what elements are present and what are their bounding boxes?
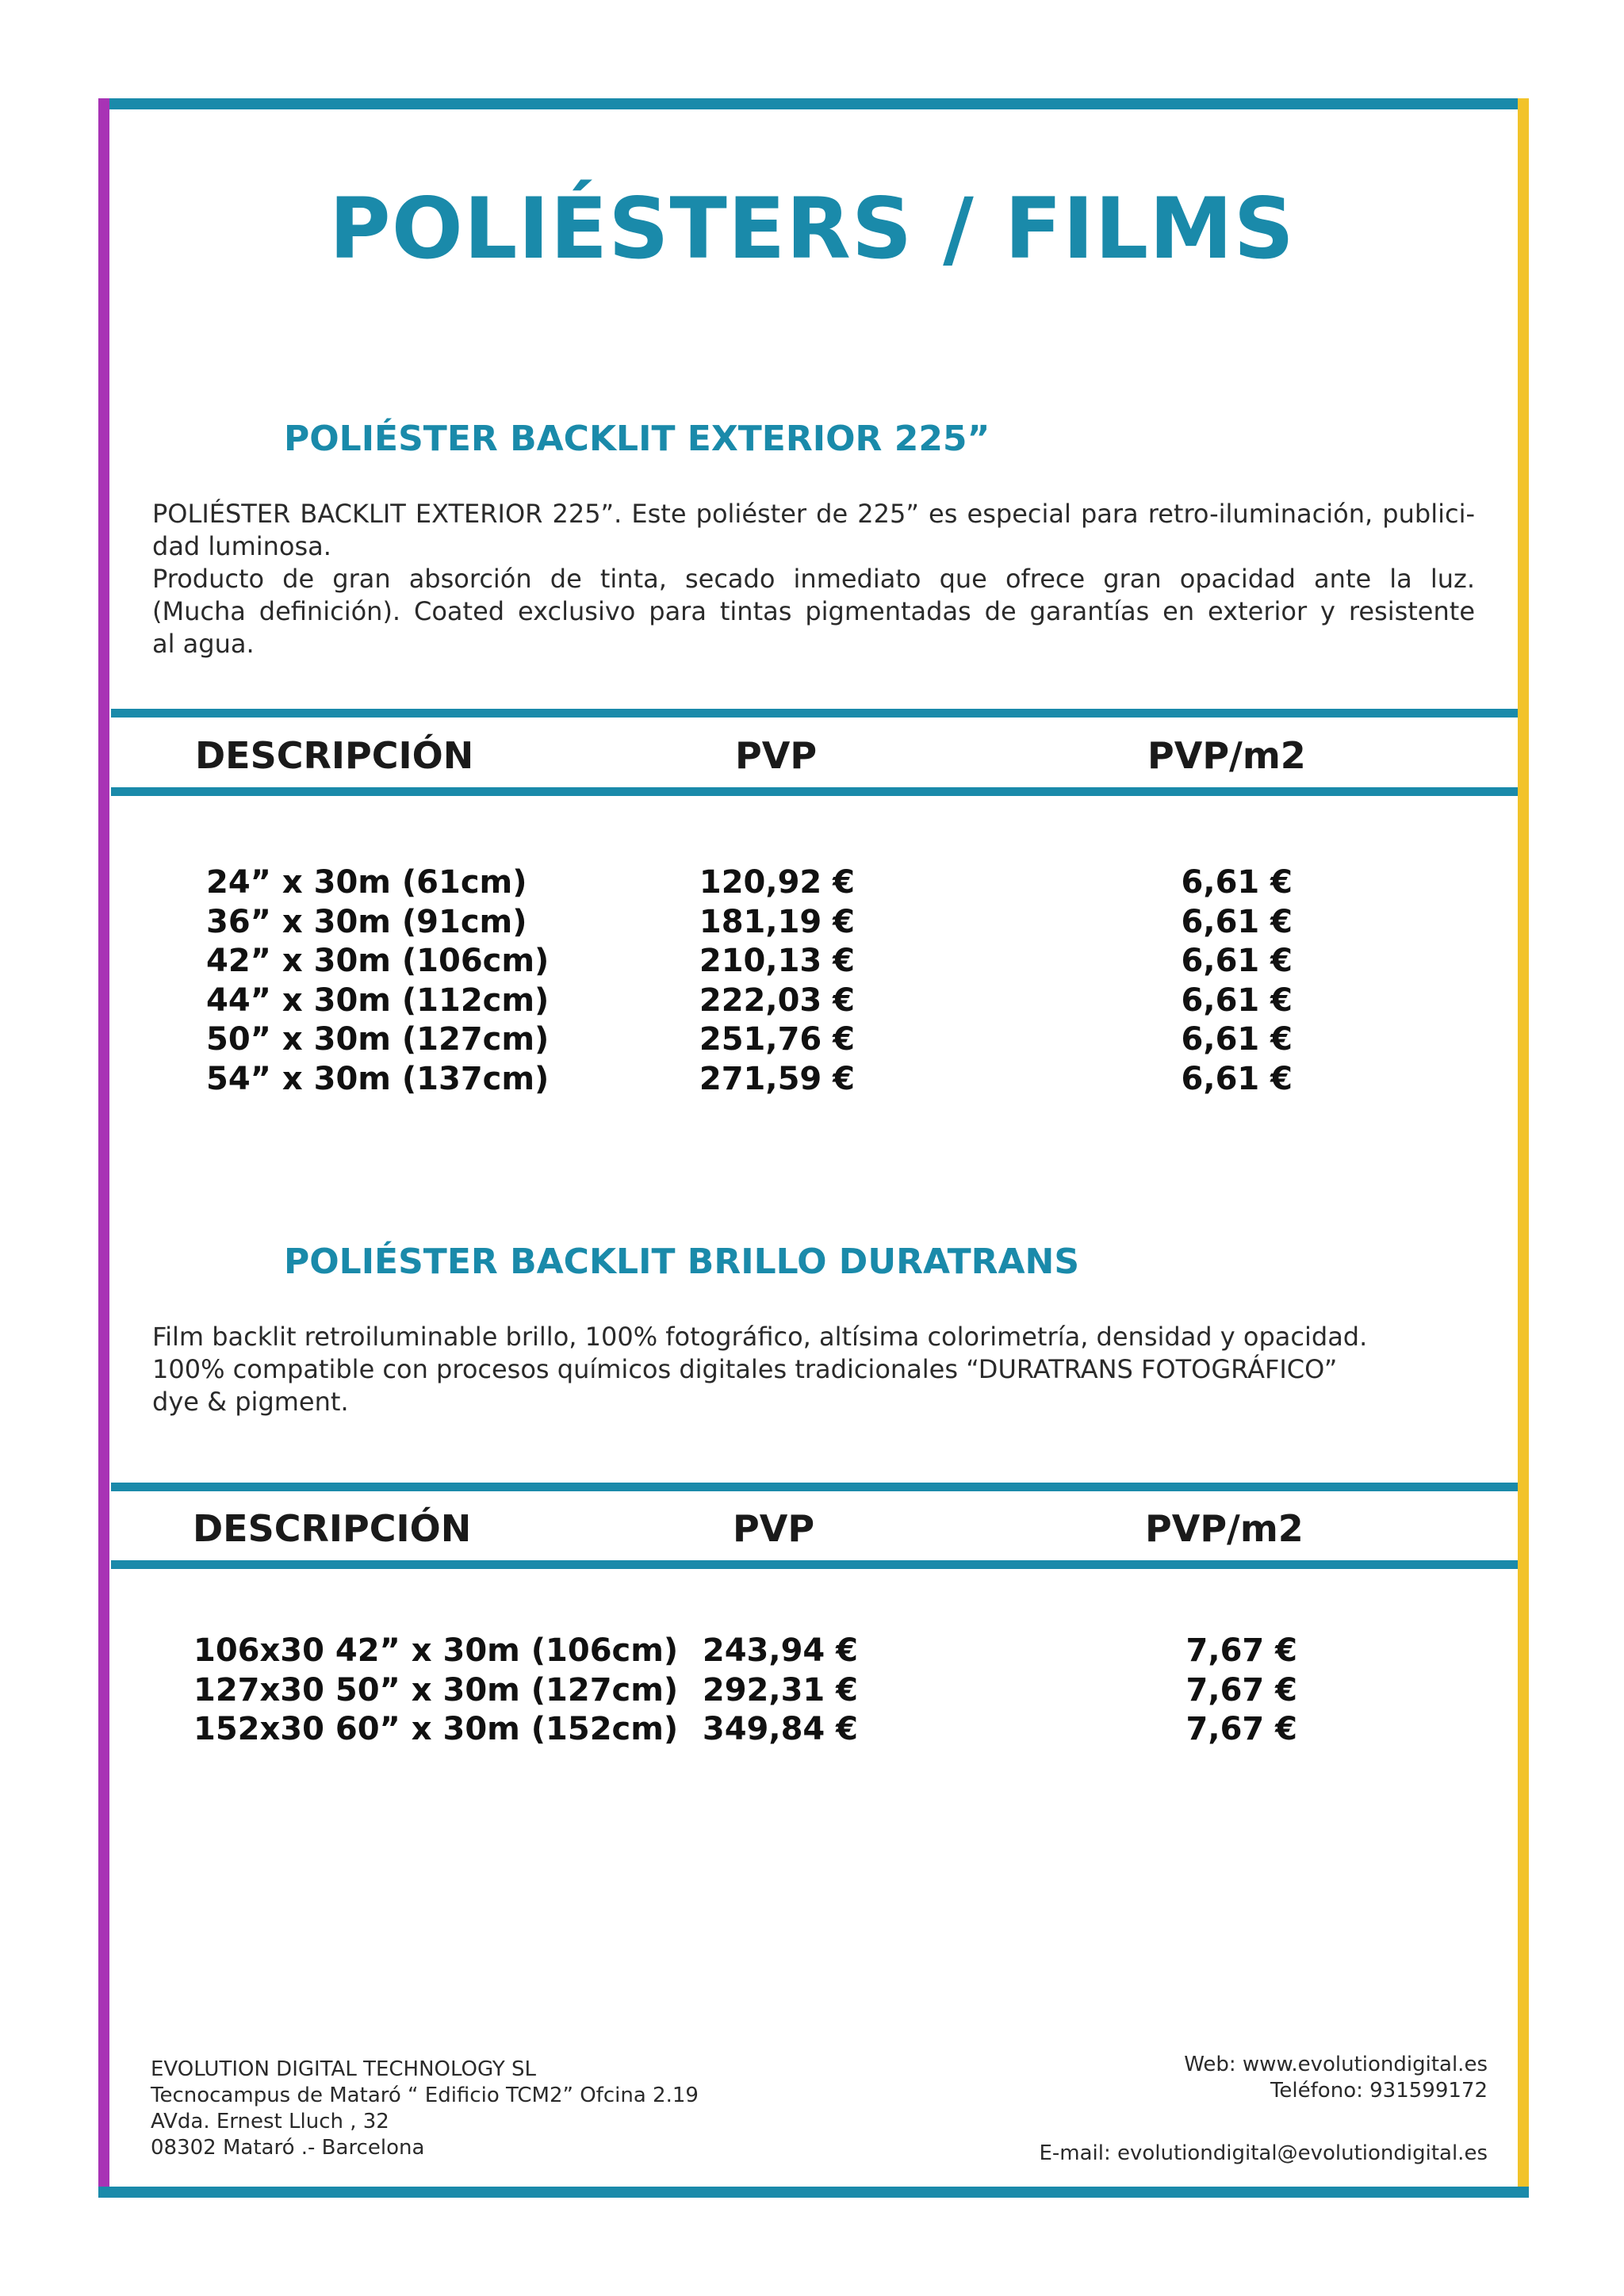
table-1-row-4-description: 44” x 30m (112cm) <box>206 982 550 1019</box>
table-1-row-1-pvp-m2: 6,61 € <box>1181 864 1293 901</box>
table-2-header-descripcion: DESCRIPCIÓN <box>193 1507 472 1550</box>
table-1-row-6-pvp-m2: 6,61 € <box>1181 1060 1293 1097</box>
footer-contact <box>1039 2052 1488 2167</box>
description-line: Producto de gran absorción de tinta, secado inmediato que ofrece gran opacidad ante la luz. <box>152 564 1475 594</box>
description-line: Film backlit retroiluminable brillo, 100% fotográfico, altísima colorimetría, densidad y opacidad. <box>152 1322 1368 1352</box>
table-1-row-6-pvp: 271,59 € <box>699 1060 855 1097</box>
table-2-row-3-description: 152x30 60” x 30m (152cm) <box>193 1711 679 1747</box>
footer-address-line: Tecnocampus de Mataró “ Edificio TCM2” Ofcina 2.19 <box>151 2084 699 2107</box>
table-1-row-4-pvp: 222,03 € <box>699 982 855 1019</box>
table-2-row-3-pvp: 349,84 € <box>702 1711 858 1747</box>
frame-bottom-border <box>98 2187 1529 2198</box>
table-1-row-1-description: 24” x 30m (61cm) <box>206 864 527 901</box>
table-1-top-rule <box>111 709 1518 718</box>
table-1-header-descripcion: DESCRIPCIÓN <box>195 734 474 777</box>
table-1-row-4-pvp-m2: 6,61 € <box>1181 982 1293 1019</box>
description-line: (Mucha definición). Coated exclusivo para tintas pigmentadas de garantías en exterior y resistente <box>152 596 1475 626</box>
section-1-title: POLIÉSTER BACKLIT EXTERIOR 225” <box>284 419 990 459</box>
table-1-row-6-description: 54” x 30m (137cm) <box>206 1060 550 1097</box>
footer-address-line: AVda. Ernest Lluch , 32 <box>151 2110 389 2133</box>
table-1-row-2-description: 36” x 30m (91cm) <box>206 903 527 940</box>
table-1-row-1-pvp: 120,92 € <box>699 864 855 901</box>
table-1-row-3-description: 42” x 30m (106cm) <box>206 943 550 979</box>
table-2-top-rule <box>111 1483 1518 1491</box>
description-line: 100% compatible con procesos químicos digitales tradicionales “DURATRANS FOTOGRÁFICO” <box>152 1354 1338 1384</box>
footer-spacer <box>1039 2104 1488 2141</box>
section-2-description <box>152 1321 1475 1418</box>
frame-left-border <box>98 98 109 2198</box>
table-2-pvp-column <box>701 1632 858 1750</box>
table-2-row-2-pvp-m2: 7,67 € <box>1185 1671 1297 1709</box>
table-2-header-pvp-m2: PVP/m2 <box>1145 1507 1304 1550</box>
table-1-row-5-pvp-m2: 6,61 € <box>1181 1021 1293 1058</box>
section-1-description <box>152 498 1475 660</box>
footer-web: Web: www.evolutiondigital.es <box>1184 2053 1488 2076</box>
section-2-title: POLIÉSTER BACKLIT BRILLO DURATRANS <box>284 1242 1080 1282</box>
table-2-row-1-description: 106x30 42” x 30m (106cm) <box>193 1632 679 1669</box>
table-2-descriptions <box>193 1632 678 1750</box>
description-line: dad luminosa. <box>152 531 331 561</box>
table-2-pvp-m2-column <box>1162 1632 1297 1750</box>
frame-top-border <box>98 98 1529 109</box>
table-1-descriptions <box>206 863 549 1099</box>
footer-phone: Teléfono: 931599172 <box>1270 2079 1488 2103</box>
table-2-row-1-pvp: 243,94 € <box>702 1632 858 1669</box>
table-1-row-3-pvp-m2: 6,61 € <box>1181 943 1293 979</box>
table-1-header-pvp: PVP <box>735 734 818 777</box>
table-2-bottom-rule <box>111 1560 1518 1569</box>
table-1-row-2-pvp: 181,19 € <box>699 903 855 940</box>
table-2-row-3-pvp-m2: 7,67 € <box>1185 1711 1297 1747</box>
table-1-bottom-rule <box>111 787 1518 796</box>
table-2-row-2-pvp: 292,31 € <box>702 1671 858 1709</box>
table-1-row-3-pvp: 210,13 € <box>699 943 855 979</box>
description-line: dye & pigment. <box>152 1387 349 1417</box>
table-1-row-5-description: 50” x 30m (127cm) <box>206 1021 550 1058</box>
table-2-header-pvp: PVP <box>733 1507 815 1550</box>
footer-company: EVOLUTION DIGITAL TECHNOLOGY SL <box>151 2057 537 2081</box>
footer-email: E-mail: evolutiondigital@evolutiondigital.es <box>1039 2141 1488 2165</box>
footer-address-line: 08302 Mataró .- Barcelona <box>151 2136 425 2160</box>
description-line: al agua. <box>152 629 255 659</box>
frame-right-border <box>1518 98 1529 2198</box>
table-1-row-2-pvp-m2: 6,61 € <box>1181 903 1293 940</box>
page-title: POLIÉSTERS / FILMS <box>329 180 1295 277</box>
table-1-pvp-column <box>698 863 855 1099</box>
table-2-row-2-description: 127x30 50” x 30m (127cm) <box>193 1671 679 1709</box>
footer-address <box>151 2057 699 2161</box>
table-1-pvp-m2-column <box>1158 863 1293 1099</box>
table-1-header-pvp-m2: PVP/m2 <box>1147 734 1306 777</box>
table-2-row-1-pvp-m2: 7,67 € <box>1185 1632 1297 1669</box>
table-1-row-5-pvp: 251,76 € <box>699 1021 855 1058</box>
description-line: POLIÉSTER BACKLIT EXTERIOR 225”. Este poliéster de 225” es especial para retro-iluminación, publici- <box>152 499 1475 529</box>
